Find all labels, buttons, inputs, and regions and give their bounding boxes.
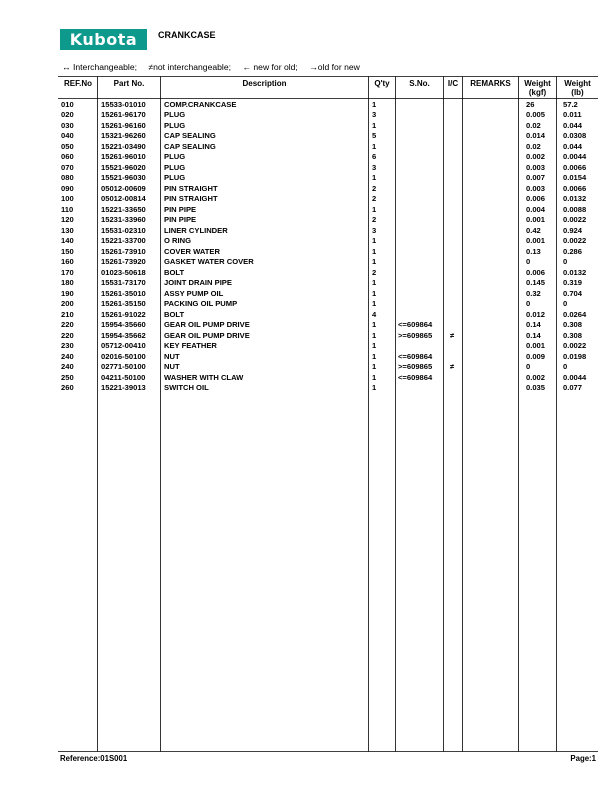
cell-desc: ASSY PUMP OIL	[164, 288, 224, 298]
cell-wlb: 0	[563, 299, 568, 308]
cell-part: 15261-35150	[101, 299, 146, 308]
cell-qty: 1	[372, 299, 377, 308]
cell-desc: KEY FEATHER	[164, 341, 217, 350]
cell-ref: 050	[61, 141, 74, 151]
cell-wkg: 0.001	[526, 341, 546, 350]
cell-part: 15221-33700	[101, 236, 146, 245]
cell-wkg: 0.012	[526, 309, 546, 319]
cell-desc: NUT	[164, 362, 180, 371]
cell-qty: 1	[372, 330, 377, 340]
cell-part: 15261-73910	[101, 246, 146, 256]
cell-desc: GEAR OIL PUMP DRIVE	[164, 320, 250, 329]
cell-desc: PLUG	[164, 110, 186, 119]
cell-wlb: 0.0022	[563, 236, 587, 245]
cell-ref: 220	[61, 320, 74, 329]
cell-desc: BOLT	[164, 309, 185, 319]
cell-qty: 6	[372, 152, 377, 161]
cell-desc: PIN PIPE	[164, 204, 197, 214]
cell-qty: 1	[372, 99, 377, 109]
cell-qty: 1	[372, 141, 377, 151]
cell-ref: 140	[61, 236, 74, 245]
header-weight-kgf: Weight (kgf)	[524, 79, 551, 97]
cell-desc: COVER WATER	[164, 246, 220, 256]
cell-sno: <=609864	[398, 372, 433, 382]
cell-wlb: 0.924	[563, 225, 583, 235]
cell-wkg: 0.145	[526, 278, 546, 287]
cell-wkg: 0.006	[526, 194, 546, 203]
reference-label: Reference:01S001	[60, 754, 128, 763]
legend-old-for-new: →old for new	[309, 62, 360, 72]
cell-part: 15261-91022	[101, 309, 146, 319]
cell-part: 15261-96160	[101, 120, 146, 130]
cell-ref: 160	[61, 257, 74, 266]
cell-desc: PLUG	[164, 173, 186, 182]
header-description: Description	[242, 79, 287, 88]
header-ref-no: REF.No	[64, 79, 92, 88]
cell-wlb: 0.0198	[563, 351, 587, 361]
cell-part: 15221-33650	[101, 204, 146, 214]
cell-ref: 070	[61, 162, 74, 172]
cell-wkg: 0.035	[526, 383, 546, 392]
cell-part: 15531-02310	[101, 225, 146, 235]
header-part-no: Part No.	[113, 79, 145, 88]
cell-wkg: 0.006	[526, 267, 546, 277]
cell-wkg: 0.014	[526, 131, 546, 140]
cell-wlb: 0.0132	[563, 267, 587, 277]
cell-ref: 170	[61, 267, 74, 277]
cell-wkg: 0.002	[526, 152, 546, 161]
cell-qty: 1	[372, 257, 377, 266]
header-s-no: S.No.	[409, 79, 430, 88]
cell-wlb: 0.308	[563, 330, 583, 340]
cell-part: 15261-35010	[101, 288, 146, 298]
cell-ref: 150	[61, 246, 74, 256]
cell-wkg: 0.14	[526, 330, 541, 340]
cell-qty: 1	[372, 320, 377, 329]
cell-part: 01023-50618	[101, 267, 146, 277]
cell-part: 05012-00814	[101, 194, 146, 203]
cell-wlb: 0.286	[563, 246, 583, 256]
cell-part: 15531-73170	[101, 278, 146, 287]
cell-sno: >=609865	[398, 362, 433, 371]
cell-qty: 5	[372, 131, 377, 140]
cell-wlb: 0.0154	[563, 173, 587, 182]
cell-wlb: 0.0132	[563, 194, 587, 203]
cell-part: 15533-01010	[101, 99, 146, 109]
cell-desc: PIN STRAIGHT	[164, 183, 218, 193]
cell-ref: 200	[61, 299, 74, 308]
cell-part: 15521-96030	[101, 173, 146, 182]
cell-sno: >=609865	[398, 330, 433, 340]
cell-ref: 010	[61, 99, 74, 109]
cell-wlb: 0.0264	[563, 309, 587, 319]
cell-wlb: 0.0066	[563, 162, 587, 172]
cell-desc: PLUG	[164, 162, 186, 172]
legend-not-interchangeable: ≠not interchangeable;	[148, 62, 232, 72]
cell-wlb: 0.0022	[563, 215, 587, 224]
cell-wlb: 0.319	[563, 278, 583, 287]
cell-part: 15231-33960	[101, 215, 146, 224]
cell-wkg: 0.02	[526, 141, 541, 151]
cell-part: 04211-50100	[101, 372, 146, 382]
cell-wkg: 0	[526, 299, 531, 308]
legend-interchangeable: ↔ Interchangeable;	[62, 62, 138, 72]
cell-qty: 2	[372, 183, 377, 193]
cell-qty: 1	[372, 288, 377, 298]
header-weight-lb: Weight (lb)	[564, 79, 591, 97]
cell-desc: GASKET WATER COVER	[164, 257, 254, 266]
cell-wkg: 0.003	[526, 183, 546, 193]
cell-desc: JOINT DRAIN PIPE	[164, 278, 232, 287]
cell-ic: ≠	[450, 362, 455, 371]
cell-ref: 130	[61, 225, 74, 235]
cell-qty: 1	[372, 173, 377, 182]
page-number: Page:1	[570, 754, 596, 763]
cell-wkg: 0.009	[526, 351, 546, 361]
cell-ref: 220	[61, 330, 74, 340]
cell-qty: 2	[372, 194, 377, 203]
cell-part: 15261-73920	[101, 257, 146, 266]
cell-desc: CAP SEALING	[164, 131, 216, 140]
cell-wkg: 0	[526, 257, 531, 266]
cell-wlb: 0.0308	[563, 131, 587, 140]
cell-part: 15221-03490	[101, 141, 146, 151]
cell-ref: 260	[61, 383, 74, 392]
cell-wlb: 0.308	[563, 320, 583, 329]
cell-qty: 2	[372, 267, 377, 277]
cell-wlb: 0	[563, 257, 568, 266]
cell-desc: SWITCH OIL	[164, 383, 209, 392]
cell-qty: 1	[372, 246, 377, 256]
cell-ref: 090	[61, 183, 74, 193]
cell-qty: 3	[372, 225, 377, 235]
cell-wkg: 0.32	[526, 288, 541, 298]
cell-ref: 240	[61, 351, 74, 361]
cell-ic: ≠	[450, 330, 455, 340]
cell-wkg: 0	[526, 362, 531, 371]
cell-desc: PLUG	[164, 152, 186, 161]
cell-ref: 020	[61, 110, 74, 119]
header-qty: Q'ty	[374, 79, 390, 88]
cell-qty: 1	[372, 362, 377, 371]
cell-part: 15221-39013	[101, 383, 146, 392]
cell-desc: PLUG	[164, 120, 186, 130]
cell-ref: 230	[61, 341, 74, 350]
cell-ref: 240	[61, 362, 74, 371]
cell-ref: 080	[61, 173, 74, 182]
legend-new-for-old: ← new for old;	[242, 62, 298, 72]
cell-ref: 180	[61, 278, 74, 287]
cell-qty: 1	[372, 351, 377, 361]
cell-qty: 3	[372, 110, 377, 119]
cell-wkg: 0.004	[526, 204, 546, 214]
cell-wlb: 0.044	[563, 141, 583, 151]
cell-ref: 060	[61, 152, 74, 161]
cell-qty: 1	[372, 236, 377, 245]
cell-ref: 040	[61, 131, 74, 140]
cell-qty: 3	[372, 162, 377, 172]
cell-desc: NUT	[164, 351, 180, 361]
cell-qty: 2	[372, 215, 377, 224]
cell-sno: <=609864	[398, 351, 433, 361]
cell-part: 15521-96020	[101, 162, 146, 172]
cell-desc: PIN STRAIGHT	[164, 194, 218, 203]
cell-wlb: 0.0044	[563, 372, 587, 382]
cell-wkg: 0.001	[526, 236, 546, 245]
cell-part: 02771-50100	[101, 362, 146, 371]
cell-part: 15954-35660	[101, 320, 146, 329]
cell-desc: GEAR OIL PUMP DRIVE	[164, 330, 250, 340]
cell-ref: 120	[61, 215, 74, 224]
cell-wlb: 0.0088	[563, 204, 587, 214]
page-title: CRANKCASE	[158, 30, 216, 40]
cell-part: 15321-96260	[101, 131, 146, 140]
cell-qty: 1	[372, 120, 377, 130]
cell-wkg: 0.005	[526, 110, 546, 119]
header-remarks: REMARKS	[470, 79, 511, 88]
cell-desc: WASHER WITH CLAW	[164, 372, 244, 382]
cell-ref: 250	[61, 372, 74, 382]
cell-qty: 1	[372, 204, 377, 214]
cell-ref: 210	[61, 309, 74, 319]
cell-wkg: 0.002	[526, 372, 546, 382]
cell-wkg: 0.001	[526, 215, 546, 224]
cell-part: 15261-96010	[101, 152, 146, 161]
cell-desc: CAP SEALING	[164, 141, 216, 151]
header-ic: I/C	[447, 79, 459, 88]
cell-qty: 1	[372, 383, 377, 392]
cell-wlb: 0	[563, 362, 568, 371]
cell-part: 02016-50100	[101, 351, 146, 361]
cell-qty: 1	[372, 372, 377, 382]
cell-qty: 4	[372, 309, 377, 319]
cell-wlb: 0.0066	[563, 183, 587, 193]
cell-part: 15954-35662	[101, 330, 146, 340]
logo-text: Kubota	[69, 30, 138, 49]
cell-wlb: 57.2	[563, 99, 578, 109]
cell-desc: LINER CYLINDER	[164, 225, 228, 235]
cell-desc: PACKING OIL PUMP	[164, 299, 238, 308]
cell-wlb: 0.077	[563, 383, 583, 392]
cell-part: 15261-96170	[101, 110, 146, 119]
cell-desc: PIN PIPE	[164, 215, 197, 224]
cell-sno: <=609864	[398, 320, 433, 329]
cell-wkg: 0.42	[526, 225, 541, 235]
cell-wlb: 0.011	[563, 110, 582, 119]
cell-ref: 190	[61, 288, 74, 298]
cell-wlb: 0.0044	[563, 152, 587, 161]
cell-ref: 110	[61, 204, 74, 214]
cell-wkg: 0.14	[526, 320, 541, 329]
cell-wlb: 0.704	[563, 288, 583, 298]
cell-wlb: 0.0022	[563, 341, 587, 350]
cell-desc: COMP.CRANKCASE	[164, 99, 237, 109]
cell-part: 05012-00609	[101, 183, 146, 193]
cell-wkg: 26	[526, 99, 535, 109]
cell-wkg: 0.003	[526, 162, 546, 172]
cell-wkg: 0.13	[526, 246, 541, 256]
cell-wlb: 0.044	[563, 120, 583, 130]
cell-wkg: 0.007	[526, 173, 546, 182]
cell-ref: 030	[61, 120, 74, 130]
cell-desc: O RING	[164, 236, 192, 245]
cell-ref: 100	[61, 194, 74, 203]
cell-wkg: 0.02	[526, 120, 541, 130]
cell-qty: 1	[372, 341, 377, 350]
cell-part: 05712-00410	[101, 341, 146, 350]
cell-qty: 1	[372, 278, 377, 287]
cell-desc: BOLT	[164, 267, 185, 277]
